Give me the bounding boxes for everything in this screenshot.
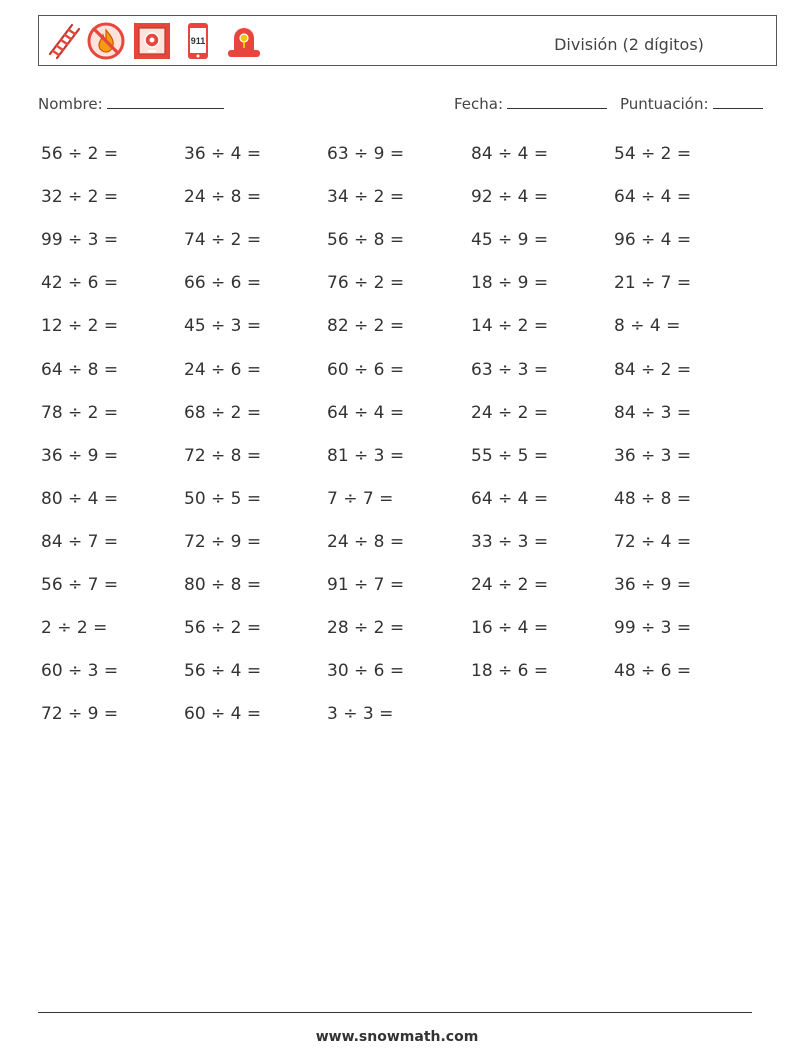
division-problem: 76 ÷ 2 = <box>327 273 405 293</box>
division-problem: 64 ÷ 4 = <box>327 403 405 423</box>
division-problem: 42 ÷ 6 = <box>41 273 119 293</box>
phone-911-text: 911 <box>190 36 206 46</box>
date-label: Fecha: <box>454 95 504 113</box>
division-problem: 56 ÷ 4 = <box>184 661 262 681</box>
division-problem: 18 ÷ 9 = <box>471 273 549 293</box>
division-problem: 99 ÷ 3 = <box>614 618 692 638</box>
division-problem: 24 ÷ 2 = <box>471 575 549 595</box>
division-problem: 56 ÷ 2 = <box>184 618 262 638</box>
name-blank[interactable] <box>107 93 224 109</box>
fire-alarm-icon <box>131 20 173 62</box>
division-problem: 84 ÷ 3 = <box>614 403 692 423</box>
footer-url: www.snowmath.com <box>315 1029 479 1045</box>
division-problem: 96 ÷ 4 = <box>614 230 692 250</box>
division-problem: 50 ÷ 5 = <box>184 489 262 509</box>
division-problem: 63 ÷ 3 = <box>471 360 549 380</box>
division-problem: 72 ÷ 9 = <box>184 532 262 552</box>
division-problem: 14 ÷ 2 = <box>471 316 549 336</box>
division-problem: 36 ÷ 3 = <box>614 446 692 466</box>
score-label: Puntuación: <box>620 95 709 113</box>
score-blank[interactable] <box>713 93 763 109</box>
division-problem: 92 ÷ 4 = <box>471 187 549 207</box>
division-problem: 34 ÷ 2 = <box>327 187 405 207</box>
division-problem: 56 ÷ 2 = <box>41 144 119 164</box>
division-problem: 84 ÷ 7 = <box>41 532 119 552</box>
division-problem: 24 ÷ 8 = <box>327 532 405 552</box>
division-problem: 72 ÷ 9 = <box>41 704 119 724</box>
division-problem: 24 ÷ 6 = <box>184 360 262 380</box>
division-problem: 30 ÷ 6 = <box>327 661 405 681</box>
division-problem: 63 ÷ 9 = <box>327 144 405 164</box>
division-problem: 45 ÷ 9 = <box>471 230 549 250</box>
division-problem: 8 ÷ 4 = <box>614 316 681 336</box>
division-problem: 45 ÷ 3 = <box>184 316 262 336</box>
division-problem: 56 ÷ 8 = <box>327 230 405 250</box>
date-blank[interactable] <box>507 93 607 109</box>
division-problem: 55 ÷ 5 = <box>471 446 549 466</box>
division-problem: 81 ÷ 3 = <box>327 446 405 466</box>
division-problem: 7 ÷ 7 = <box>327 489 394 509</box>
division-problem: 64 ÷ 8 = <box>41 360 119 380</box>
division-problem: 48 ÷ 6 = <box>614 661 692 681</box>
division-problem: 24 ÷ 8 = <box>184 187 262 207</box>
division-problem: 80 ÷ 8 = <box>184 575 262 595</box>
division-problem: 74 ÷ 2 = <box>184 230 262 250</box>
division-problem: 60 ÷ 3 = <box>41 661 119 681</box>
division-problem: 18 ÷ 6 = <box>471 661 549 681</box>
division-problem: 84 ÷ 4 = <box>471 144 549 164</box>
division-problem: 84 ÷ 2 = <box>614 360 692 380</box>
division-problem: 12 ÷ 2 = <box>41 316 119 336</box>
division-problem: 36 ÷ 9 = <box>614 575 692 595</box>
footer-divider <box>38 1012 752 1013</box>
division-problem: 36 ÷ 9 = <box>41 446 119 466</box>
division-problem: 33 ÷ 3 = <box>471 532 549 552</box>
date-field[interactable] <box>454 93 607 113</box>
division-problem: 66 ÷ 6 = <box>184 273 262 293</box>
division-problem: 72 ÷ 8 = <box>184 446 262 466</box>
division-problem: 78 ÷ 2 = <box>41 403 119 423</box>
division-problem: 24 ÷ 2 = <box>471 403 549 423</box>
name-field[interactable] <box>38 93 224 113</box>
phone-911-icon <box>177 20 219 62</box>
division-problem: 72 ÷ 4 = <box>614 532 692 552</box>
division-problem: 60 ÷ 4 = <box>184 704 262 724</box>
division-problem: 60 ÷ 6 = <box>327 360 405 380</box>
no-fire-icon <box>85 20 127 62</box>
score-field[interactable] <box>620 93 763 113</box>
division-problem: 32 ÷ 2 = <box>41 187 119 207</box>
division-problem: 21 ÷ 7 = <box>614 273 692 293</box>
worksheet-title: División (2 dígitos) <box>554 35 704 54</box>
ladder-icon <box>43 20 85 62</box>
worksheet-header <box>38 15 777 66</box>
siren-icon <box>223 20 265 62</box>
name-label: Nombre: <box>38 95 103 113</box>
division-problem: 56 ÷ 7 = <box>41 575 119 595</box>
division-problem: 99 ÷ 3 = <box>41 230 119 250</box>
division-problem: 36 ÷ 4 = <box>184 144 262 164</box>
division-problem: 82 ÷ 2 = <box>327 316 405 336</box>
division-problem: 3 ÷ 3 = <box>327 704 394 724</box>
division-problem: 64 ÷ 4 = <box>471 489 549 509</box>
division-problem: 16 ÷ 4 = <box>471 618 549 638</box>
division-problem: 64 ÷ 4 = <box>614 187 692 207</box>
division-problem: 54 ÷ 2 = <box>614 144 692 164</box>
division-problem: 48 ÷ 8 = <box>614 489 692 509</box>
division-problem: 28 ÷ 2 = <box>327 618 405 638</box>
division-problem: 80 ÷ 4 = <box>41 489 119 509</box>
division-problem: 68 ÷ 2 = <box>184 403 262 423</box>
division-problem: 2 ÷ 2 = <box>41 618 108 638</box>
division-problem: 91 ÷ 7 = <box>327 575 405 595</box>
